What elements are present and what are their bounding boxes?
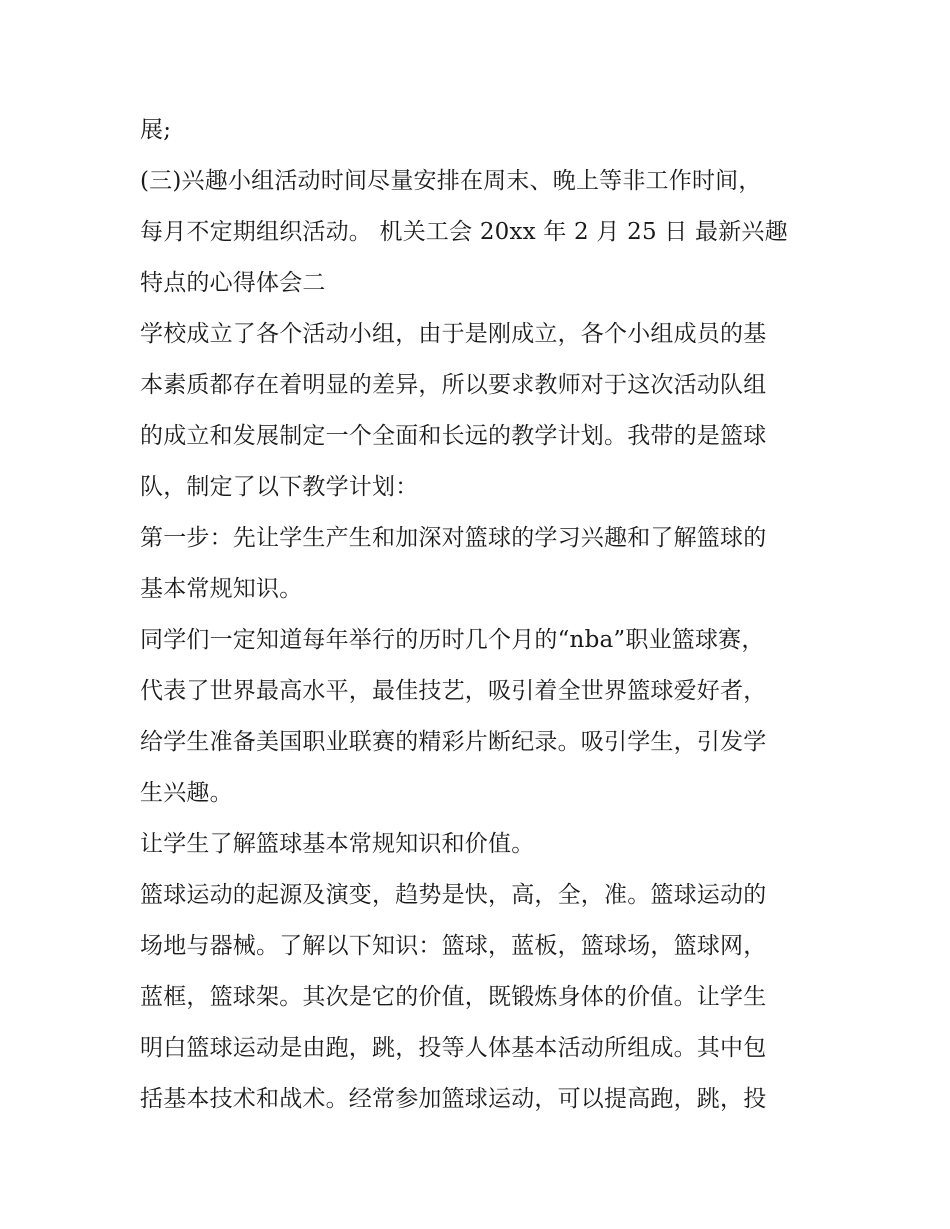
text-line: 生兴趣。: [140, 780, 233, 806]
text-line: 括基本技术和战术。经常参加篮球运动，可以提高跑，跳，投: [140, 1086, 767, 1112]
text-line: 第一步：先让学生产生和加深对篮球的学习兴趣和了解篮球的: [140, 525, 767, 551]
text-line: (三)兴趣小组活动时间尽量安排在周末、晚上等非工作时间，: [140, 168, 762, 194]
text-line: 的成立和发展制定一个全面和长远的教学计划。我带的是篮球: [140, 423, 767, 449]
text-line: 明白篮球运动是由跑，跳，投等人体基本活动所组成。其中包: [140, 1035, 767, 1061]
text-line: 本素质都存在着明显的差异，所以要求教师对于这次活动队组: [140, 372, 767, 398]
document-body: [140, 105, 820, 1125]
text-line: 让学生了解篮球基本常规知识和价值。: [140, 831, 535, 857]
text-line: 给学生准备美国职业联赛的精彩片断纪录。吸引学生，引发学: [140, 729, 767, 755]
text-line: 每月不定期组织活动。 机关工会 20xx 年 2 月 25 日 最新兴趣: [140, 219, 788, 245]
text-line: 学校成立了各个活动小组，由于是刚成立，各个小组成员的基: [140, 321, 767, 347]
text-line: 代表了世界最高水平，最佳技艺，吸引着全世界篮球爱好者，: [140, 678, 767, 704]
text-line: 展;: [140, 117, 172, 143]
text-line: 蓝框，篮球架。其次是它的价值，既锻炼身体的价值。让学生: [140, 984, 767, 1010]
text-line: 场地与器械。了解以下知识：篮球，蓝板，篮球场，篮球网，: [140, 933, 767, 959]
text-line: 同学们一定知道每年举行的历时几个月的“nba”职业篮球赛，: [140, 627, 765, 653]
text-line: 队，制定了以下教学计划：: [140, 474, 419, 500]
text-line: 基本常规知识。: [140, 576, 303, 602]
text-line: 特点的心得体会二: [140, 270, 326, 296]
text-line: 篮球运动的起源及演变，趋势是快，高，全，准。篮球运动的: [140, 882, 767, 908]
